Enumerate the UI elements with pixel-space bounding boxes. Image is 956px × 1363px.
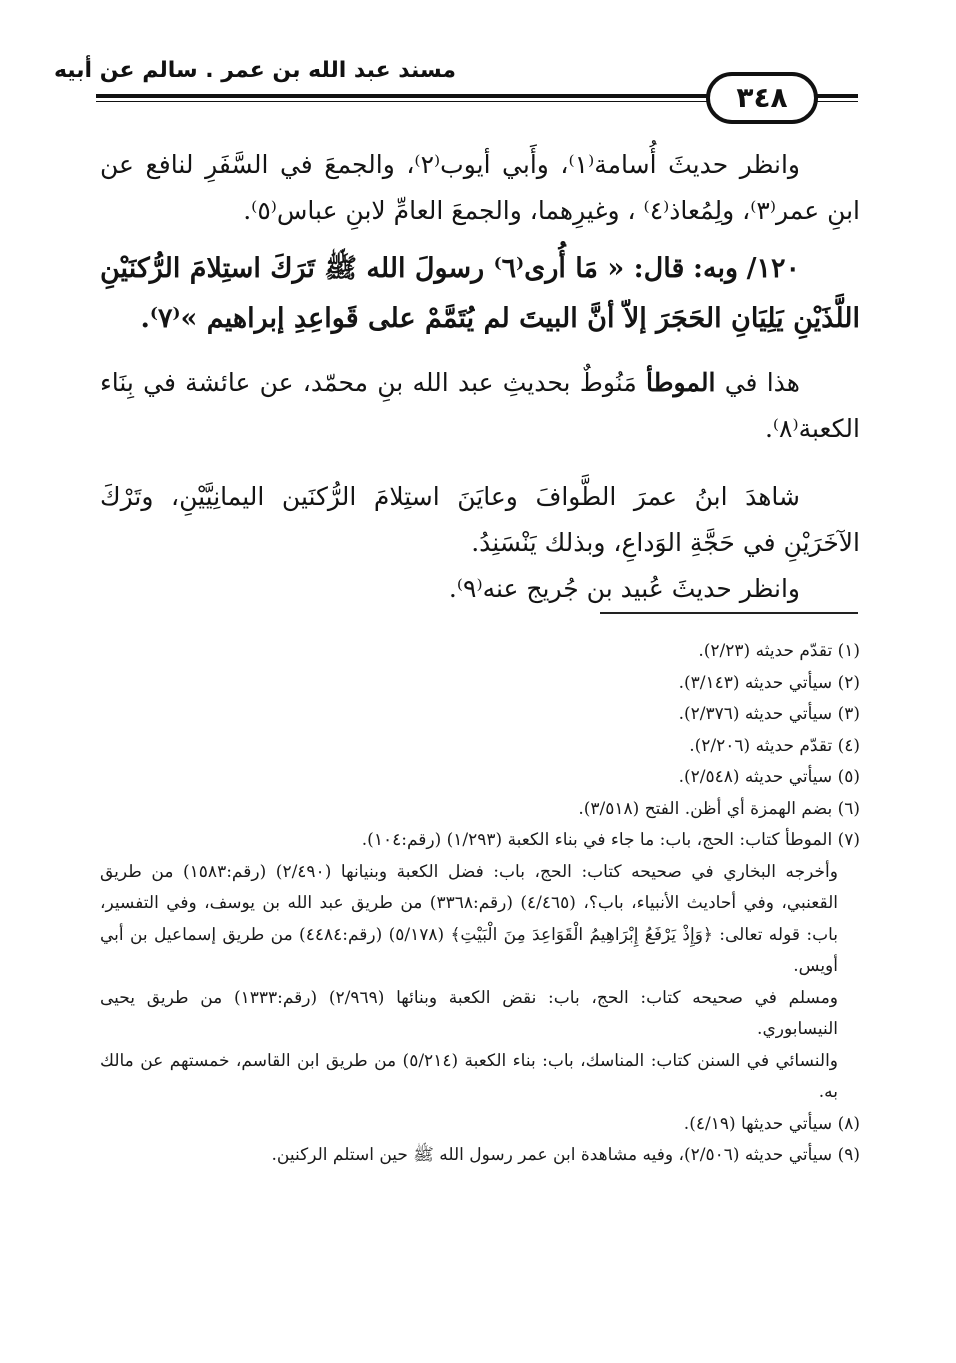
- hadith-text: قال: « مَا أُرى⁽٦⁾ رسولَ الله ﷺ تَرَكَ استِلامَ الرُّكنَيْنِ اللَّذَيْنِ يَلِيَانِ الحَجَرَ إلاّ أنَّ البيتَ لم يُتَمَّمْ على قَواعِدِ إبراهيم »⁽٧⁾.: [100, 253, 860, 334]
- footnote-4: (٤) تقدّم حديثه (٢/٢٠٦).: [689, 735, 860, 756]
- paragraph-muwatta-prefix: هذا في: [724, 368, 800, 397]
- running-title: مسند عبد الله بن عمر . سالم عن أبيه: [53, 58, 456, 83]
- hadith-lead: وبه:: [693, 253, 738, 284]
- hadith-120: [100, 244, 860, 344]
- paragraph-see-also: وانظر حديثَ عُبيد بن جُريج عنه⁽٩⁾.: [448, 574, 800, 603]
- footnote-1: (١) تقدّم حديثه (٢/٢٣).: [698, 641, 860, 661]
- footnote-6: (٦) بضم الهمزة أي أظن. الفتح (٣/٥١٨).: [578, 798, 860, 819]
- footnote-7: (٧) الموطأ كتاب: الحج، باب: ما جاء في بناء الكعبة (١/٢٩٣) (رقم:١٠٤).: [361, 830, 860, 850]
- paragraph-muwatta: [100, 360, 860, 452]
- footnote-7-bukhari: وأخرجه البخاري في صحيحه كتاب: الحج، باب: فضل الكعبة وبنيانها (٢/٤٩٠) (رقم:١٥٨٣) من طريق القعنبي، وفي أحاديث الأنبياء، باب؟، (٤/٤٦٥) (رقم:٣٣٦٨) من طريق عبد الله بن يوسف، وفي التفسير، باب: قوله تعالى: ﴿وَإِذْ يَرْفَعُ إِبْرَاهِيمُ الْقَوَاعِدَ مِنَ الْبَيْتِ﴾ (٥/١٧٨) (رقم:٤٤٨٤) من طريق إسماعيل بن أبي أويس.: [100, 861, 839, 976]
- page-number: ٣٤٨: [706, 72, 818, 124]
- hadith-number: ١٢٠/: [746, 253, 800, 284]
- footnote-3: (٣) سيأتي حديثه (٢/٣٧٦).: [678, 704, 860, 724]
- footnote-9: (٩) سيأتي حديثه (٢/٥٠٦)، وفيه مشاهدة ابن عمر رسول الله ﷺ حين استلم الركنين.: [271, 1145, 860, 1165]
- paragraph-muwatta-rest: مَنُوطٌ بحديثِ عبد الله بنِ محمّد، عن عائشة في بِنَاء الكعبة⁽٨⁾.: [100, 368, 860, 443]
- footnote-2: (٢) سيأتي حديثه (٣/١٤٣).: [678, 672, 860, 693]
- paragraph-witness: شاهدَ ابنُ عمرَ الطَّوافَ وعايَنَ استِلامَ الرُّكنَين اليمانِيَّيْنِ، وتَرْكَ الآخَرَيْنِ في حَجَّةِ الوَداعِ، وبذلك يَنْسَنِدُ.: [100, 482, 860, 557]
- muwatta-title: الموطأ: [645, 368, 716, 397]
- footnote-7-nasai: والنسائي في السنن كتاب: المناسك، باب: بناء الكعبة (٥/٢١٤) من طريق ابن القاسم، خمستهم عن مالك به.: [100, 1050, 839, 1102]
- paragraph-cross-references: وانظر حديثَ أُسامة⁽١⁾، وأَبي أيوب⁽٢⁾، والجمعَ في السَّفَرِ لنافع عن ابنِ عمر⁽٣⁾، ولِمُعاذ⁽٤⁾ ، وغيرِهما، والجمعَ العامِّ لابنِ عباس⁽٥⁾.: [100, 150, 860, 225]
- footnote-8: (٨) سيأتي حديثها (٤/١٩).: [683, 1113, 860, 1134]
- main-text: [100, 142, 860, 612]
- footnote-7-muslim: ومسلم في صحيحه كتاب: الحج، باب: نقض الكعبة وبنائها (٢/٩٦٩) (رقم:١٣٣٣) من طريق يحيى النيسابوري.: [100, 987, 839, 1039]
- footnotes: [100, 636, 860, 1172]
- footnote-separator: [600, 612, 858, 614]
- footnote-5: (٥) سيأتي حديثه (٢/٥٤٨).: [678, 767, 860, 787]
